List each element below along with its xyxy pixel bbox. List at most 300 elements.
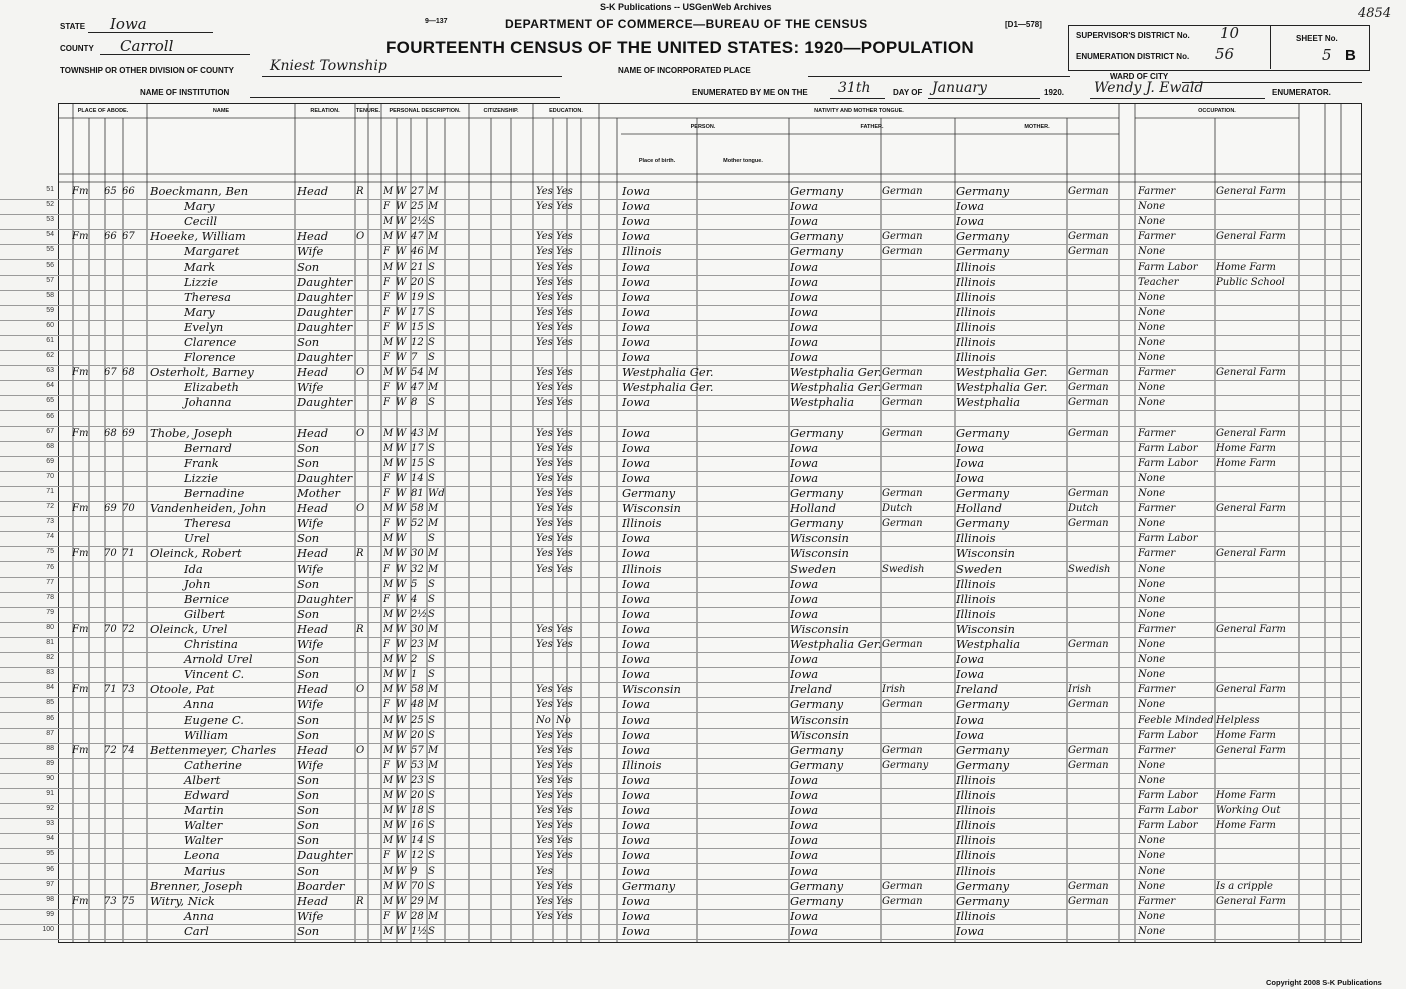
cell-occupation: Farmer xyxy=(1138,548,1176,560)
cell-father-birthplace: Germany xyxy=(790,697,844,712)
cell-occupation: None xyxy=(1138,518,1166,530)
cell-sex: M xyxy=(383,865,394,877)
cell-father-tongue: German xyxy=(882,427,923,439)
cell-occupation: Farmer xyxy=(1138,503,1176,515)
cell-dwelling xyxy=(104,275,122,290)
cell-marital: S xyxy=(428,457,435,469)
cell-can-read: Yes xyxy=(536,639,553,650)
cell-tenure xyxy=(356,909,368,924)
cell-can-write: Yes xyxy=(556,261,573,273)
cell-tenure: R xyxy=(356,895,364,907)
cell-can-read: Yes xyxy=(536,835,553,847)
cell-sex: M xyxy=(383,608,394,620)
cell-race xyxy=(396,411,410,426)
header-place-of-abode: PLACE OF ABODE. xyxy=(77,108,129,114)
cell-occupation: None xyxy=(1138,352,1166,364)
cell-father-tongue: German xyxy=(882,397,923,409)
cell-relation: Head xyxy=(297,501,329,516)
cell-birthplace: Iowa xyxy=(622,652,651,667)
cell-family xyxy=(122,335,140,350)
table-row xyxy=(0,864,1360,880)
cell-relation: Son xyxy=(297,576,320,591)
cell-father-birthplace: Iowa xyxy=(790,440,819,455)
cell-father-tongue xyxy=(882,260,952,275)
cell-person-name: Vandenheiden, John xyxy=(150,501,267,516)
cell-marital: S xyxy=(428,593,435,605)
cell-can-read: Yes xyxy=(536,563,553,575)
cell-race: W xyxy=(396,246,407,258)
cell-mother-tongue xyxy=(1068,531,1130,546)
cell-can-read: Yes xyxy=(536,397,553,409)
cell-birthplace: Westphalia Ger. xyxy=(622,380,714,395)
cell-age: 14 xyxy=(411,835,424,847)
cell-sex: M xyxy=(383,186,394,197)
cell-mother-birthplace: Illinois xyxy=(956,350,996,365)
cell-dwelling xyxy=(104,833,122,848)
cell-dwelling xyxy=(104,848,122,863)
cell-father-tongue xyxy=(882,441,952,456)
cell-sex: M xyxy=(383,895,394,907)
cell-relation: Son xyxy=(297,606,320,621)
township-value: Kniest Township xyxy=(270,58,387,74)
cell-relation: Wife xyxy=(297,637,324,651)
cell-industry xyxy=(1216,924,1298,939)
cell-street xyxy=(72,441,92,456)
cell-relation: Head xyxy=(297,425,329,440)
cell-relation: Son xyxy=(297,818,320,833)
cell-mother-birthplace: Westphalia xyxy=(956,637,1021,651)
cell-race: W xyxy=(396,623,407,635)
cell-dwelling xyxy=(104,471,122,486)
cell-occupation: None xyxy=(1138,925,1166,937)
cell-relation: Son xyxy=(297,335,320,349)
cell-father-birthplace: Iowa xyxy=(790,576,819,591)
cell-marital: M xyxy=(428,201,439,213)
cell-street xyxy=(72,395,92,410)
line-number: 61 xyxy=(46,337,54,344)
cell-can-write: Yes xyxy=(556,699,573,711)
cell-mother-tongue xyxy=(1068,864,1130,879)
cell-mother-tongue: German xyxy=(1068,382,1109,394)
cell-relation xyxy=(297,411,355,426)
cell-mother-birthplace: Wisconsin xyxy=(956,546,1015,561)
cell-relation: Son xyxy=(297,652,320,667)
cell-tenure xyxy=(356,803,368,818)
cell-can-read xyxy=(536,667,554,682)
cell-race: W xyxy=(396,684,407,696)
cell-street: Fm xyxy=(72,231,89,243)
cell-marital: S xyxy=(428,533,435,545)
line-number: 95 xyxy=(46,850,54,858)
cell-birthplace: Wisconsin xyxy=(622,682,681,697)
cell-father-tongue: German xyxy=(882,880,923,892)
cell-can-write xyxy=(556,667,574,682)
cell-father-birthplace: Germany xyxy=(790,244,844,259)
table-row xyxy=(0,290,1360,306)
cell-tenure xyxy=(356,758,368,773)
cell-birthplace: Iowa xyxy=(622,848,651,863)
cell-father-birthplace: Iowa xyxy=(790,289,819,304)
cell-dwelling xyxy=(104,290,122,305)
cell-can-read: Yes xyxy=(536,231,553,243)
line-number: 52 xyxy=(46,201,54,209)
cell-age: 9 xyxy=(411,865,418,877)
cell-can-read: Yes xyxy=(536,291,553,303)
cell-race: W xyxy=(396,291,407,303)
cell-marital: S xyxy=(428,321,435,333)
line-number: 53 xyxy=(46,216,54,224)
cell-person-name: Leona xyxy=(184,848,220,863)
cell-marital: S xyxy=(428,261,435,273)
cell-age: 54 xyxy=(411,367,424,379)
cell-dwelling: 68 xyxy=(104,427,117,439)
cell-marital: S xyxy=(428,714,435,726)
table-row xyxy=(0,577,1360,593)
cell-marital: S xyxy=(428,578,435,590)
cell-street xyxy=(72,199,92,214)
cell-sex: F xyxy=(383,593,390,605)
cell-race: W xyxy=(396,186,407,197)
cell-age: 1½ xyxy=(411,925,427,937)
cell-can-write: Yes xyxy=(556,397,573,409)
cell-person-name: Bernard xyxy=(184,440,232,455)
cell-birthplace: Iowa xyxy=(622,833,651,848)
table-row xyxy=(0,607,1360,623)
cell-street xyxy=(72,848,92,863)
enumerated-year: 1920. xyxy=(1044,88,1065,97)
cell-mother-tongue: German xyxy=(1068,231,1109,243)
cell-person-name: Thobe, Joseph xyxy=(150,425,233,440)
line-number: 63 xyxy=(46,367,54,375)
cell-occupation: None xyxy=(1138,669,1166,681)
table-row xyxy=(0,260,1360,276)
cell-marital: M xyxy=(428,563,439,575)
cell-dwelling xyxy=(104,773,122,788)
cell-sex: M xyxy=(383,261,394,273)
cell-can-write: Yes xyxy=(556,835,573,847)
cell-age: 8 xyxy=(411,397,418,409)
cell-father-birthplace: Iowa xyxy=(790,591,819,606)
table-row xyxy=(0,803,1360,819)
cell-can-read: Yes xyxy=(536,744,553,756)
cell-father-tongue xyxy=(882,290,952,305)
cell-birthplace: Iowa xyxy=(622,259,651,274)
cell-mother-tongue: German xyxy=(1068,699,1109,711)
table-row xyxy=(0,879,1360,895)
cell-father-tongue xyxy=(882,848,952,863)
cell-tenure: O xyxy=(356,427,365,439)
cell-industry xyxy=(1216,637,1298,652)
line-number: 78 xyxy=(46,593,54,601)
cell-family xyxy=(122,531,140,546)
cell-street xyxy=(72,320,92,335)
cell-marital: S xyxy=(428,820,435,832)
cell-father-birthplace: Iowa xyxy=(790,772,819,787)
cell-mother-tongue: German xyxy=(1068,880,1109,892)
cell-marital: M xyxy=(428,231,439,243)
cell-sex: M xyxy=(383,925,394,937)
cell-tenure xyxy=(356,244,368,259)
cell-can-write: Yes xyxy=(556,276,573,288)
line-number: 64 xyxy=(46,382,54,390)
cell-birthplace: Iowa xyxy=(622,229,651,244)
cell-age: 2½ xyxy=(411,608,427,620)
cell-relation: Head xyxy=(297,184,329,198)
cell-tenure xyxy=(356,833,368,848)
cell-sex: F xyxy=(383,321,390,333)
cell-occupation: None xyxy=(1138,910,1166,922)
cell-street xyxy=(72,864,92,879)
enumerator-label: ENUMERATOR. xyxy=(1272,88,1331,97)
cell-can-write xyxy=(556,577,574,592)
cell-father-tongue xyxy=(882,531,952,546)
cell-family xyxy=(122,395,140,410)
cell-tenure xyxy=(356,864,368,879)
cell-father-tongue xyxy=(882,924,952,939)
cell-industry: Home Farm xyxy=(1216,442,1276,454)
cell-father-tongue xyxy=(882,577,952,592)
cell-occupation: None xyxy=(1138,880,1166,892)
cell-relation: Head xyxy=(297,742,329,757)
cell-race: W xyxy=(396,880,407,892)
cell-industry xyxy=(1216,244,1298,259)
cell-marital: S xyxy=(428,472,435,484)
line-number: 69 xyxy=(46,457,54,465)
cell-marital: S xyxy=(428,654,435,666)
cell-sex: M xyxy=(383,533,394,545)
cell-family xyxy=(122,275,140,290)
table-row xyxy=(0,486,1360,502)
cell-sex: F xyxy=(383,246,390,258)
table-row xyxy=(0,682,1360,698)
cell-can-read xyxy=(536,350,554,365)
table-row xyxy=(0,350,1360,366)
cell-age: 19 xyxy=(411,291,424,303)
table-row xyxy=(0,335,1360,351)
cell-can-write xyxy=(556,592,574,607)
cell-can-write: Yes xyxy=(556,910,573,922)
cell-father-tongue: Germany xyxy=(882,759,929,771)
cell-mother-tongue xyxy=(1068,592,1130,607)
cell-tenure: O xyxy=(356,231,365,243)
cell-age xyxy=(411,531,427,546)
cell-age: 12 xyxy=(411,850,424,862)
state-value: Iowa xyxy=(110,15,147,33)
cell-birthplace: Iowa xyxy=(622,863,651,878)
cell-tenure xyxy=(356,667,368,682)
cell-father-birthplace: Iowa xyxy=(790,259,819,274)
cell-father-tongue xyxy=(882,592,952,607)
cell-can-write: Yes xyxy=(556,382,573,394)
cell-can-write xyxy=(556,214,574,229)
line-number: 76 xyxy=(46,563,54,571)
cell-occupation: Farm Labor xyxy=(1138,261,1198,273)
cell-mother-tongue xyxy=(1068,577,1130,592)
cell-industry: General Farm xyxy=(1216,744,1286,756)
cell-dwelling xyxy=(104,486,122,501)
cell-father-tongue xyxy=(882,652,952,667)
cell-birthplace: Iowa xyxy=(622,772,651,787)
cell-birthplace: Illinois xyxy=(622,757,662,772)
cell-family xyxy=(122,864,140,879)
cell-mother-tongue xyxy=(1068,471,1130,486)
cell-mother-tongue xyxy=(1068,924,1130,939)
cell-relation: Son xyxy=(297,259,320,274)
cell-mother-birthplace: Westphalia Ger. xyxy=(956,380,1048,395)
cell-race: W xyxy=(396,669,407,681)
line-number: 79 xyxy=(46,608,54,616)
cell-marital: M xyxy=(428,427,439,439)
cell-race: W xyxy=(396,457,407,469)
cell-can-read: Yes xyxy=(536,548,553,560)
cell-mother-birthplace xyxy=(956,411,1066,426)
cell-mother-birthplace: Illinois xyxy=(956,531,996,546)
cell-age: 15 xyxy=(411,321,424,333)
cell-father-tongue: Irish xyxy=(882,684,906,696)
cell-family xyxy=(122,260,140,275)
cell-can-read: Yes xyxy=(536,805,553,817)
cell-father-birthplace: Iowa xyxy=(790,319,819,334)
cell-family: 67 xyxy=(122,231,135,243)
cell-occupation: None xyxy=(1138,654,1166,666)
cell-father-birthplace: Iowa xyxy=(790,803,819,818)
cell-mother-tongue xyxy=(1068,441,1130,456)
cell-relation: Head xyxy=(297,682,329,697)
cell-father-tongue: German xyxy=(882,518,923,530)
cell-mother-birthplace: Westphalia xyxy=(956,395,1021,410)
cell-can-read: Yes xyxy=(536,276,553,288)
cell-relation: Daughter xyxy=(297,470,353,485)
cell-person-name: Lizzie xyxy=(184,274,218,289)
cell-relation: Head xyxy=(297,229,329,244)
cell-dwelling xyxy=(104,380,122,395)
cell-street xyxy=(72,803,92,818)
cell-age: 25 xyxy=(411,201,424,213)
cell-dwelling: 71 xyxy=(104,684,117,696)
cell-person-name: Bernice xyxy=(184,591,230,606)
cell-marital: S xyxy=(428,352,435,364)
cell-can-write: Yes xyxy=(556,774,573,786)
enumerated-month: January xyxy=(932,80,987,96)
cell-mother-birthplace: Illinois xyxy=(956,319,996,334)
cell-birthplace: Iowa xyxy=(622,274,651,289)
cell-race: W xyxy=(396,699,407,711)
cell-sex: F xyxy=(383,276,390,288)
table-row xyxy=(0,848,1360,864)
cell-age: 2 xyxy=(411,654,418,666)
cell-relation: Son xyxy=(297,803,320,818)
cell-can-read: Yes xyxy=(536,367,553,379)
cell-can-write: Yes xyxy=(556,201,573,213)
cell-marital: M xyxy=(428,684,439,696)
cell-relation xyxy=(297,214,355,229)
cell-sex: M xyxy=(383,427,394,439)
cell-dwelling xyxy=(104,305,122,320)
cell-tenure xyxy=(356,788,368,803)
cell-race: W xyxy=(396,895,407,907)
line-number: 73 xyxy=(46,518,54,526)
table-row xyxy=(0,728,1360,744)
cell-mother-tongue xyxy=(1068,833,1130,848)
cell-street xyxy=(72,380,92,395)
cell-sex: M xyxy=(383,367,394,379)
cell-street xyxy=(72,667,92,682)
cell-person-name: Mary xyxy=(184,199,215,214)
cell-family xyxy=(122,652,140,667)
cell-mother-tongue xyxy=(1068,818,1130,833)
cell-can-write: Yes xyxy=(556,367,573,379)
header-nativity: NATIVITY AND MOTHER TONGUE. xyxy=(814,108,904,114)
cell-street xyxy=(72,260,92,275)
cell-can-read xyxy=(536,592,554,607)
cell-age: 1 xyxy=(411,669,418,681)
cell-relation: Wife xyxy=(297,697,324,712)
cell-industry xyxy=(1216,320,1298,335)
cell-mother-birthplace: Germany xyxy=(956,697,1010,712)
cell-dwelling xyxy=(104,395,122,410)
cell-occupation: Farmer xyxy=(1138,231,1176,243)
cell-father-birthplace: Iowa xyxy=(790,335,819,349)
table-row xyxy=(0,199,1360,215)
cell-dwelling xyxy=(104,562,122,577)
cell-person-name: Arnold Urel xyxy=(184,652,253,667)
cell-can-write: Yes xyxy=(556,337,573,348)
cell-person-name: Urel xyxy=(184,531,210,546)
table-row xyxy=(0,562,1360,578)
cell-person-name: Theresa xyxy=(184,516,231,531)
cell-tenure xyxy=(356,879,368,894)
cell-tenure xyxy=(356,728,368,743)
cell-can-write: Yes xyxy=(556,548,573,560)
cell-sex: M xyxy=(383,805,394,817)
cell-industry xyxy=(1216,607,1298,622)
cell-mother-tongue: German xyxy=(1068,397,1109,409)
cell-person-name: Eugene C. xyxy=(184,712,244,727)
cell-race: W xyxy=(396,593,407,605)
cell-person-name: Evelyn xyxy=(184,319,224,334)
ward-label: WARD OF CITY xyxy=(1110,72,1169,81)
cell-industry: Home Farm xyxy=(1216,820,1276,832)
cell-marital: S xyxy=(428,337,435,348)
cell-occupation: None xyxy=(1138,291,1166,303)
cell-dwelling xyxy=(104,199,122,214)
cell-age: 17 xyxy=(411,442,424,454)
cell-tenure xyxy=(356,577,368,592)
cell-mother-tongue xyxy=(1068,260,1130,275)
cell-age: 58 xyxy=(411,503,424,515)
cell-age: 18 xyxy=(411,805,424,817)
table-row xyxy=(0,622,1360,638)
cell-can-write: No xyxy=(556,714,571,726)
cell-father-tongue: German xyxy=(882,744,923,756)
cell-industry: Home Farm xyxy=(1216,457,1276,469)
cell-industry xyxy=(1216,516,1298,531)
cell-mother-birthplace: Illinois xyxy=(956,833,996,848)
cell-street: Fm xyxy=(72,186,89,197)
cell-father-tongue xyxy=(882,818,952,833)
cell-relation: Daughter xyxy=(297,591,353,606)
line-number: 80 xyxy=(46,623,54,631)
cell-street xyxy=(72,486,92,501)
cell-tenure xyxy=(356,773,368,788)
cell-race: W xyxy=(396,925,407,937)
cell-mother-tongue xyxy=(1068,773,1130,788)
cell-tenure xyxy=(356,199,368,214)
cell-age: 5 xyxy=(411,578,418,590)
cell-can-read xyxy=(536,214,554,229)
cell-industry: General Farm xyxy=(1216,895,1286,907)
line-number: 98 xyxy=(46,895,54,903)
